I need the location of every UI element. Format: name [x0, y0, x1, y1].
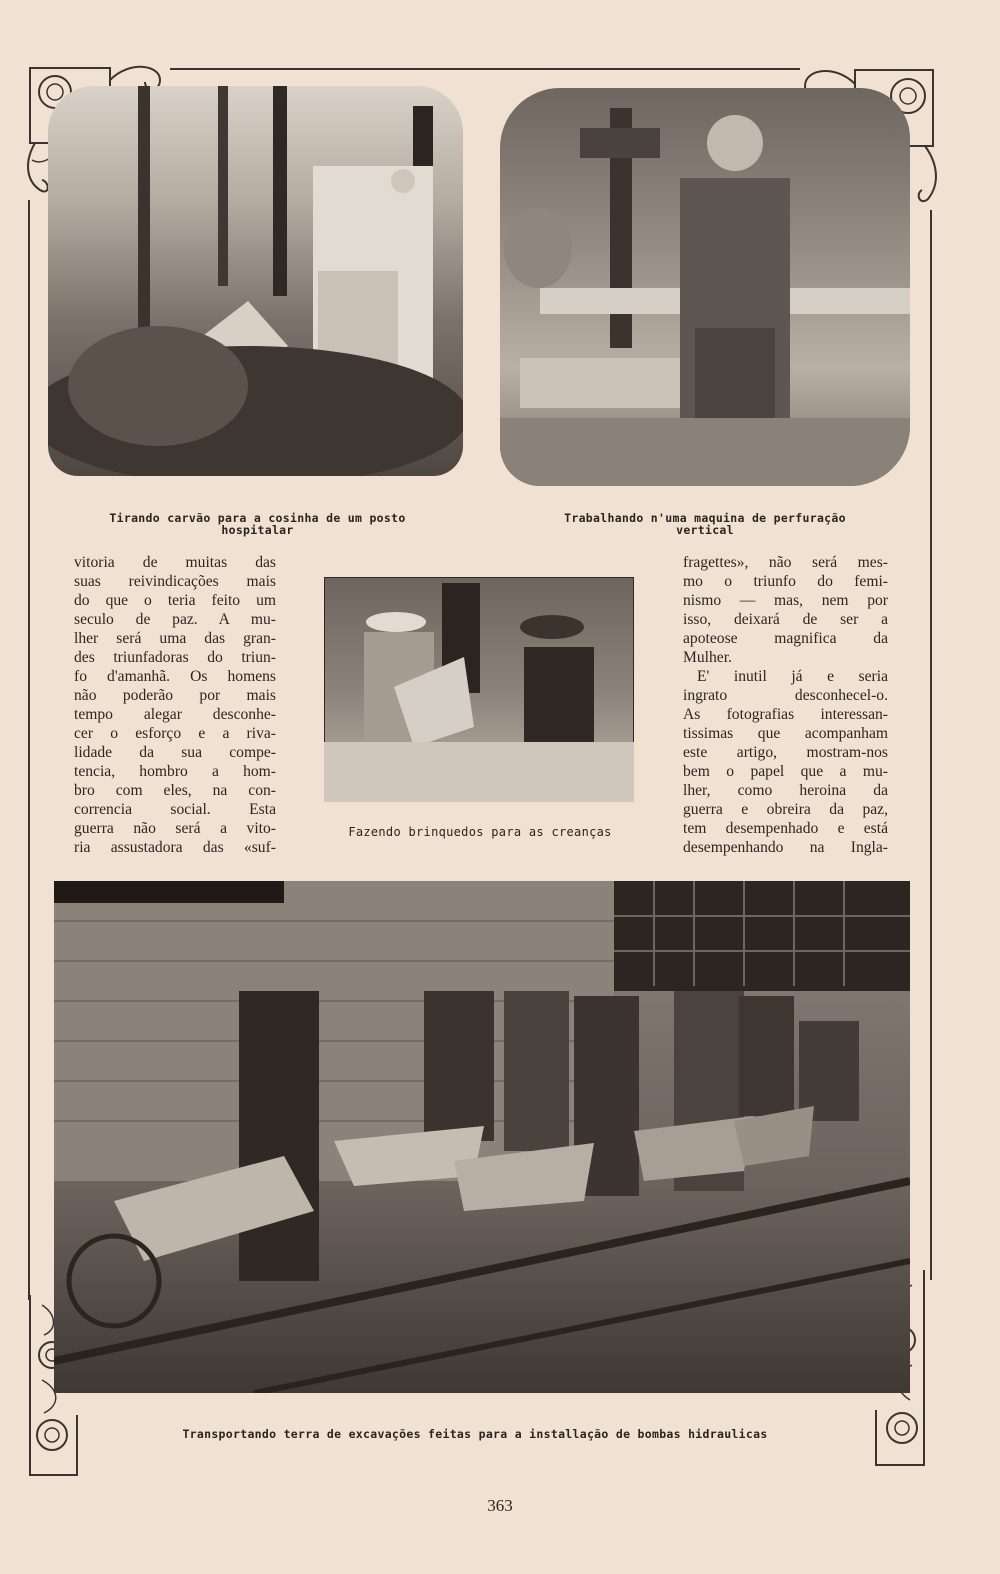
text-line: guerra não será a vito- — [74, 820, 276, 837]
text-line: Mulher. — [683, 649, 732, 666]
photo-woman-drilling-machine — [500, 88, 910, 486]
caption-photo-1: Tirando carvão para a cosinha de um posto hospitalar — [109, 511, 406, 537]
text-line: correncia social. Esta — [74, 801, 276, 818]
text-line: ingrato desconhecel-o. — [683, 687, 888, 704]
text-line: fo d'amanhã. Os homens — [74, 668, 276, 685]
text-line: bro com eles, na con- — [74, 782, 276, 799]
photo-woman-taking-coal — [48, 86, 463, 476]
article-text-right-column — [683, 553, 888, 857]
page-number: 363 — [487, 1496, 513, 1515]
text-line: não poderão por mais — [74, 687, 276, 704]
photo-women-making-toys — [324, 577, 634, 802]
text-line: lher, como heroina da — [683, 782, 888, 799]
text-line: mo o triunfo do femi- — [683, 573, 888, 590]
text-line: tempo alegar desconhe- — [74, 706, 276, 723]
text-line: isso, deixará de ser a — [683, 611, 888, 628]
text-line: apoteose magnifica da — [683, 630, 888, 647]
top-border-line — [170, 68, 800, 70]
text-line: bem o papel que a mu- — [683, 763, 888, 780]
article-text-left-column — [74, 553, 276, 857]
text-line: do que o teria feito um — [74, 592, 276, 609]
text-line: cer o esforço e a riva- — [74, 725, 276, 742]
text-line: este artigo, mostram-nos — [683, 744, 888, 761]
left-border-line — [28, 200, 30, 1300]
text-line: desempenhando na Ingla- — [683, 839, 888, 856]
caption-photo-4: Transportando terra de excavações feitas para a installação de bombas hidraulicas — [182, 1427, 768, 1441]
text-line: nismo — mas, nem por — [683, 592, 888, 609]
text-line: lidade da sua compe- — [74, 744, 276, 761]
caption-photo-2: Trabalhando n'uma maquina de perfuração vertical — [564, 511, 846, 537]
text-line: des triunfadoras do triun- — [74, 649, 276, 666]
text-line: ria assustadora das «suf- — [74, 839, 276, 856]
text-line: lher será uma das gran- — [74, 630, 276, 647]
text-line: suas reivindicações mais — [74, 573, 276, 590]
right-border-line — [930, 210, 932, 1280]
caption-photo-3: Fazendo brinquedos para as creanças — [348, 825, 612, 839]
text-line: guerra e obreira da paz, — [683, 801, 888, 818]
text-line: tencia, hombro a hom- — [74, 763, 276, 780]
photo-women-with-wheelbarrows — [54, 881, 910, 1393]
text-line: tissimas que acompanham — [683, 725, 888, 742]
text-line: fragettes», não será mes- — [683, 554, 888, 571]
text-line: tem desempenhado e está — [683, 820, 888, 837]
text-line: seculo de paz. A mu- — [74, 611, 276, 628]
text-line: vitoria de muitas das — [74, 554, 276, 571]
text-line: As fotografias interessan- — [683, 706, 888, 723]
text-line: E' inutil já e seria — [697, 668, 888, 685]
